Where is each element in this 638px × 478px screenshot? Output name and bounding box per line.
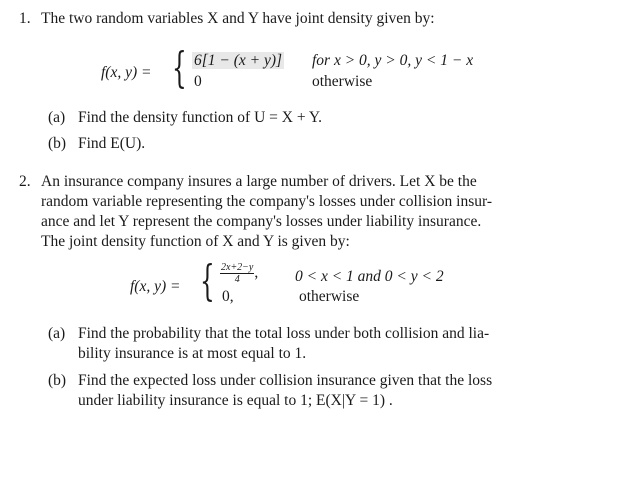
highlighted-expression: 6[1 − (x + y)] xyxy=(194,52,283,69)
problem-2-case1-condition: 0 < x < 1 and 0 < y < 2 xyxy=(295,268,444,285)
problem-2-case2-condition: otherwise xyxy=(299,288,360,305)
problem-1a-text: Find the density function of U = X + Y. xyxy=(78,109,322,126)
problem-2b-label: (b) xyxy=(48,372,67,389)
problem-1-case2-condition: otherwise xyxy=(312,73,373,90)
problem-1-intro: The two random variables X and Y have joint density given by: xyxy=(41,10,435,27)
problem-2-line-1: An insurance company insures a large number of drivers. Let X be the xyxy=(41,173,477,190)
problem-1-number: 1. xyxy=(19,10,31,27)
problem-1b-text: Find E(U). xyxy=(78,135,146,152)
problem-2-line-4: The joint density function of X and Y is given by: xyxy=(41,233,350,250)
problem-1-case1-expression xyxy=(192,51,284,71)
problem-1b-label: (b) xyxy=(48,135,67,152)
problem-1-case1-condition: for x > 0, y > 0, y < 1 − x xyxy=(312,52,474,69)
problem-2-case2-expression: 0, xyxy=(222,288,234,305)
problem-2b-line-1: Find the expected loss under collision insurance given that the loss xyxy=(78,372,493,389)
problem-2-function-lhs: f(x, y) = xyxy=(130,278,181,295)
problem-2a-line-2: bility insurance is at most equal to 1. xyxy=(78,345,307,362)
left-brace-icon: { xyxy=(172,43,187,92)
fraction xyxy=(220,262,254,285)
problem-1a-label: (a) xyxy=(48,109,66,126)
fraction-denominator: 4 xyxy=(234,274,240,285)
problem-2a-line-1: Find the probability that the total loss under both collision and lia- xyxy=(78,325,490,342)
left-brace-icon: { xyxy=(200,256,215,305)
problem-2-line-2: random variable representing the company's losses under collision insur- xyxy=(41,193,493,210)
problem-2a-label: (a) xyxy=(48,325,66,342)
problem-1-case2-expression: 0 xyxy=(194,73,202,90)
problem-2-case1-expression: $\frac{2x+2-y}{4}$ , xyxy=(221,262,259,285)
problem-2-number: 2. xyxy=(19,173,31,190)
problem-2b-line-2: under liability insurance is equal to 1; E(X|Y = 1) . xyxy=(78,392,393,409)
problem-2-line-3: ance and let Y represent the company's losses under liability insurance. xyxy=(41,213,482,230)
problem-1-function-lhs: f(x, y) = xyxy=(101,64,152,81)
fraction-numerator: 2x+2−y xyxy=(221,262,254,273)
